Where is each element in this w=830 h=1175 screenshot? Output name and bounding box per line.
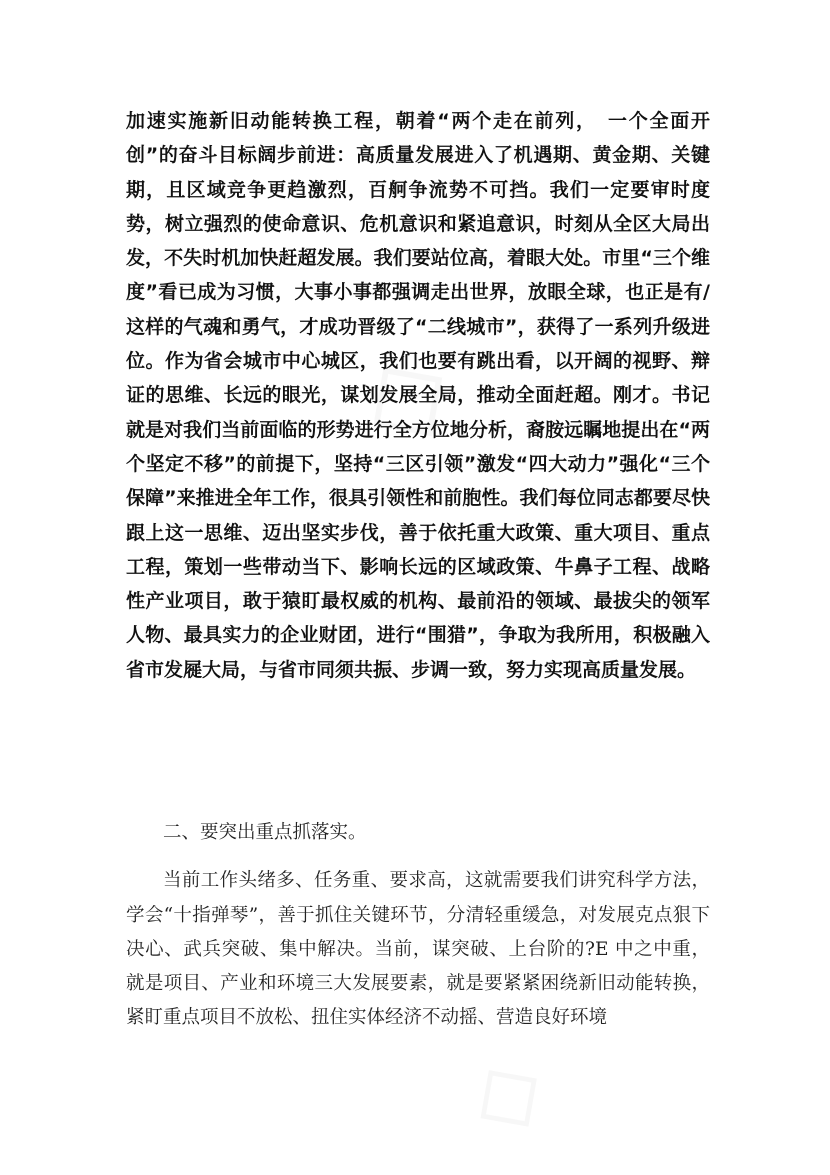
section-heading: 二、要突出重点抓落实。 <box>163 822 367 843</box>
section-paragraph: 当前工作头绪多、任务重、要求高，这就需要我们讲究科学方法，学会“十指弹琴”，善于抓住关键环节，分清轻重缓急，对发展克点狠下决心、武兵突破、集中解决。当前，谋突破、上台阶的?E 中之中重，就是项目、产业和环境三大发展要素，就是要紧紧困绕新旧动能转换，紧盯重点项目不放松、扭住实体经济不动摇、营造良好环境 <box>126 870 710 1029</box>
continuation-paragraph: 加速实施新旧动能转换工程，朝着“两个走在前列， 一个全面开创”的奋斗目标阔步前进：高质量发展进入了机遇期、黄金期、关键期，且区域竞争更趋激烈，百舸争流势不可挡。我们一定要审时度势，树立强烈的使命意识、危机意识和紧追意识，时刻从全区大局出发，不失时机加快赶超发展。我们要站位高，着眼大处。市里“三个维度”看已成为习惯，大事小事都强调走出世界，放眼全球，也正是有/这样的气魂和勇气，才成功晋级了“二线城市”，获得了一系列升级进位。作为省会城市中心城区，我们也要有跳出看，以开阔的视野、辩证的思维、长远的眼光，谋划发展全局，推动全面赶超。刚才。书记就是对我们当前面临的形势进行全方位地分析，裔胺远瞩地提出在“两个坚定不移”的前提下，坚持“三区引领”激发“四大动力”强化“三个保障”来推进全年工作，很具引领性和前胞性。我们每位同志都要尽快跟上这一思维、迈出坚实步伐，善于依托重大政策、重大项目、重点工程，策划一些带动当下、影响长远的区域政策、牛鼻子工程、战略性产业项目，敢于猿盯最权威的机构、最前沿的领域、最拔尖的领军人物、最具实力的企业财团，进行“围猎”，争取为我所用，积极融入省市发屣大局，与省市同须共振、步调一致，努力实现高质量发展。 <box>126 110 710 681</box>
watermark-mark: ◇ <box>330 317 474 471</box>
watermark-mark: ◇ <box>446 1029 564 1156</box>
section-body <box>126 816 710 1036</box>
